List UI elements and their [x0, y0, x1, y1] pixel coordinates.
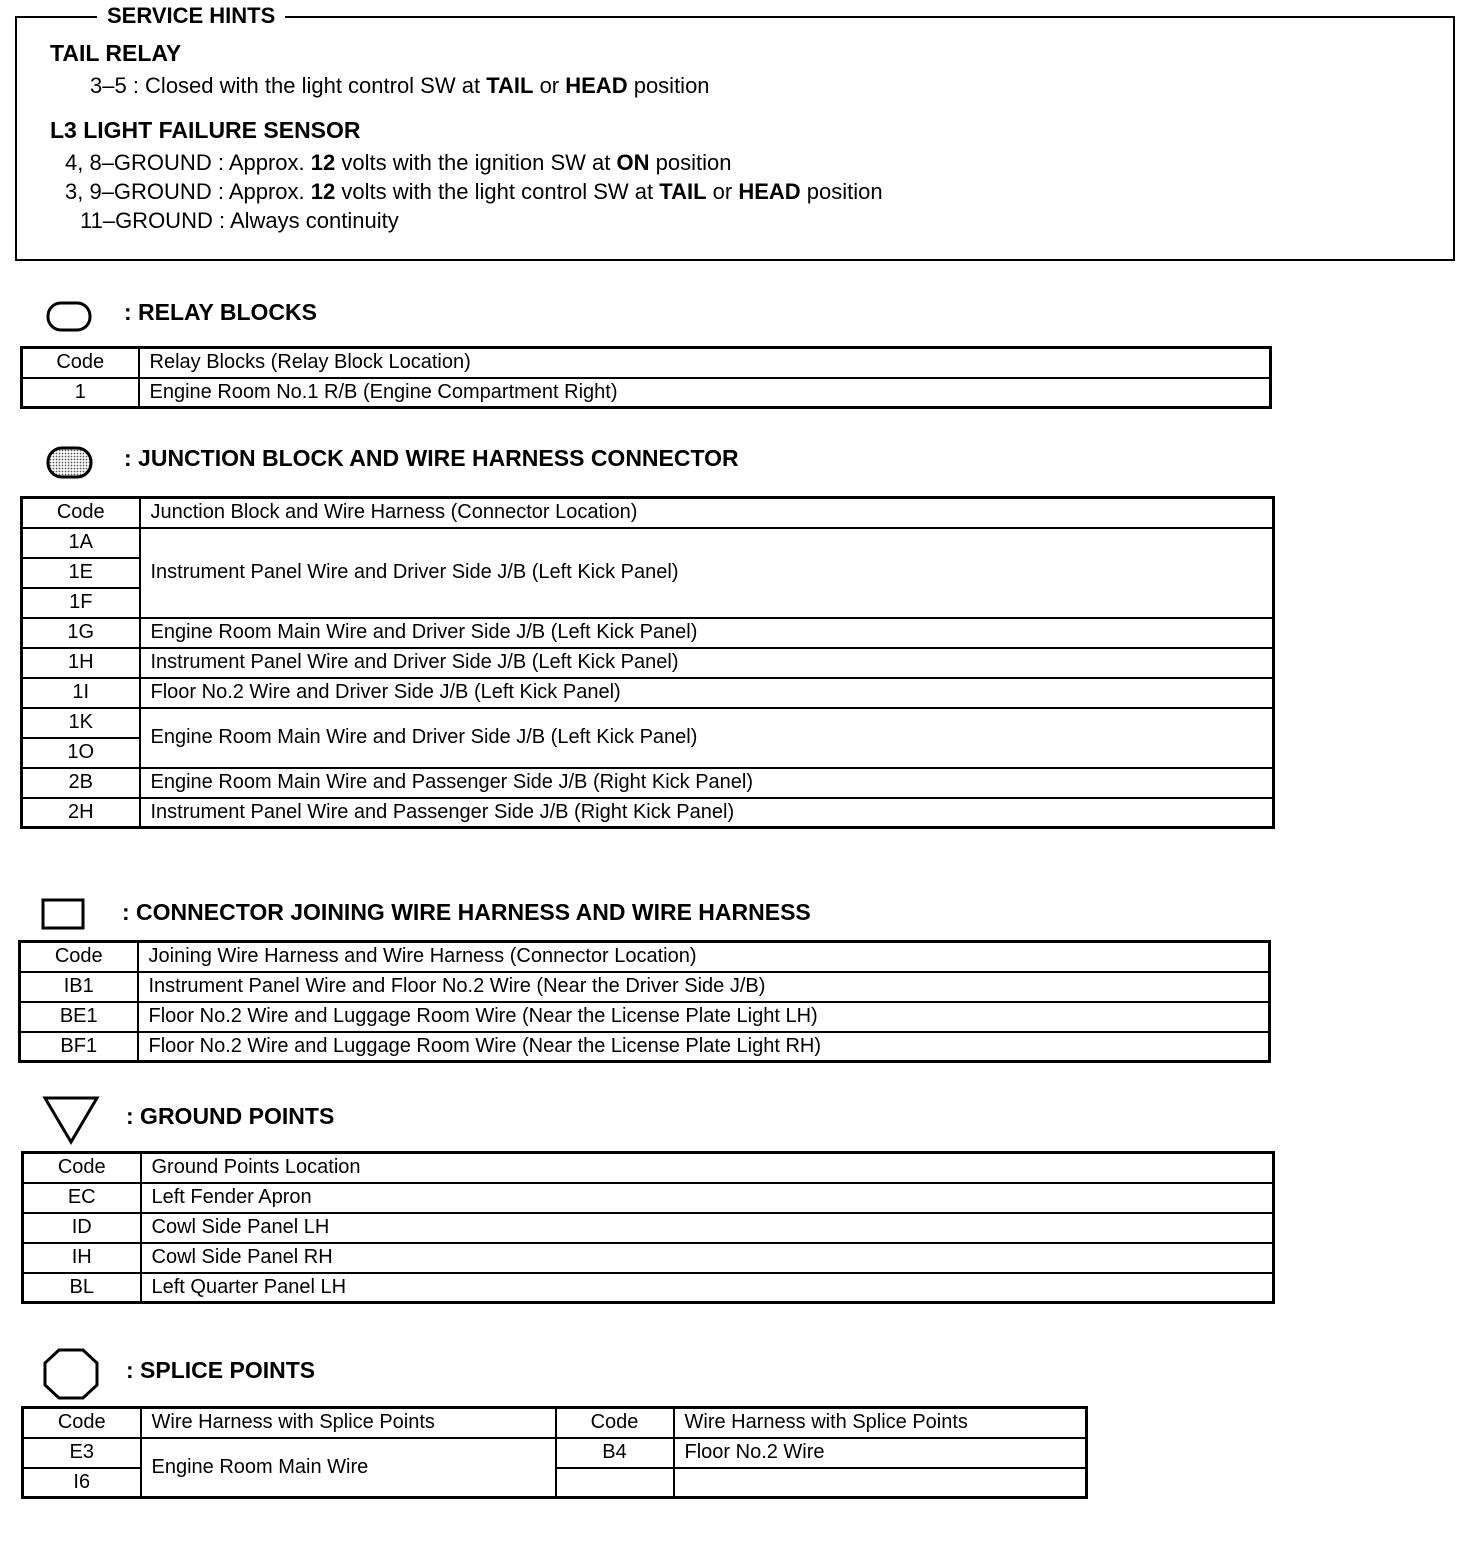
desc-cell: Floor No.2 Wire and Luggage Room Wire (Near the License Plate Light LH)	[138, 1002, 1270, 1032]
sensor-hint-1	[65, 150, 731, 176]
desc-cell: Cowl Side Panel LH	[141, 1213, 1274, 1243]
code-cell: B4	[556, 1438, 674, 1468]
desc-cell: Instrument Panel Wire and Driver Side J/B (Left Kick Panel)	[140, 648, 1274, 678]
desc-cell: Engine Room Main Wire and Driver Side J/B (Left Kick Panel)	[140, 708, 1274, 768]
square-icon	[41, 898, 87, 932]
hint-text: position	[800, 179, 883, 204]
relay-blocks-title: : RELAY BLOCKS	[124, 299, 317, 325]
splice-points-title: : SPLICE POINTS	[126, 1357, 316, 1383]
sensor-heading: L3 LIGHT FAILURE SENSOR	[50, 117, 361, 143]
code-cell: 1F	[22, 588, 140, 618]
desc-cell: Instrument Panel Wire and Passenger Side J/B (Right Kick Panel)	[140, 798, 1274, 828]
hint-bold: HEAD	[565, 73, 628, 98]
hint-text: volts with the light control SW at	[335, 179, 660, 204]
table-header-row	[22, 348, 1271, 378]
header-code: Code	[23, 1408, 141, 1438]
code-cell: 1H	[22, 648, 140, 678]
code-cell: 2H	[22, 798, 140, 828]
table-row	[22, 648, 1274, 678]
table-header-row	[23, 1408, 1087, 1438]
desc-cell: Left Quarter Panel LH	[141, 1273, 1274, 1303]
code-cell: 1I	[22, 678, 140, 708]
code-cell: EC	[23, 1183, 141, 1213]
desc-cell: Floor No.2 Wire and Luggage Room Wire (Near the License Plate Light RH)	[138, 1032, 1270, 1062]
code-cell: 1O	[22, 738, 140, 768]
desc-cell: Left Fender Apron	[141, 1183, 1274, 1213]
table-row	[23, 1438, 1087, 1468]
table-row	[22, 708, 1274, 738]
code-cell: E3	[23, 1438, 141, 1468]
table-row	[20, 972, 1270, 1002]
hint-bold: HEAD	[738, 179, 801, 204]
desc-cell: Engine Room No.1 R/B (Engine Compartment Right)	[139, 378, 1271, 408]
table-row	[23, 1183, 1274, 1213]
hint-bold: 12	[310, 150, 336, 175]
ground-points-title: : GROUND POINTS	[126, 1103, 335, 1129]
junction-blocks-table	[20, 496, 1275, 829]
header-code: Code	[23, 1153, 141, 1183]
hint-text: position	[649, 150, 732, 175]
hint-text: 3–5 : Closed with the light control SW at	[90, 73, 487, 98]
table-row	[22, 768, 1274, 798]
table-header-row	[20, 942, 1270, 972]
tail-relay-heading: TAIL RELAY	[50, 40, 182, 66]
octagon-icon	[42, 1347, 100, 1401]
desc-cell: Engine Room Main Wire and Passenger Side J/B (Right Kick Panel)	[140, 768, 1274, 798]
triangle-down-icon	[42, 1094, 100, 1146]
desc-cell: Cowl Side Panel RH	[141, 1243, 1274, 1273]
table-row	[23, 1273, 1274, 1303]
hint-bold: TAIL	[659, 179, 707, 204]
connectors-table	[18, 940, 1271, 1063]
header-desc: Wire Harness with Splice Points	[674, 1408, 1087, 1438]
code-cell: 1A	[22, 528, 140, 558]
desc-cell: Engine Room Main Wire	[141, 1438, 556, 1498]
code-cell: 1E	[22, 558, 140, 588]
hint-text: or	[706, 179, 739, 204]
code-cell: I6	[23, 1468, 141, 1498]
code-cell: 1K	[22, 708, 140, 738]
connectors-title: : CONNECTOR JOINING WIRE HARNESS AND WIRE HARNESS	[122, 899, 811, 925]
sensor-hint-3	[80, 208, 399, 234]
header-desc: Joining Wire Harness and Wire Harness (Connector Location)	[138, 942, 1270, 972]
relay-blocks-table	[20, 346, 1272, 409]
hint-text: volts with the ignition SW at	[335, 150, 617, 175]
desc-cell: Floor No.2 Wire	[674, 1438, 1087, 1468]
table-row	[22, 378, 1271, 408]
tail-relay-hint	[90, 73, 710, 99]
hint-text: 11–GROUND : Always continuity	[80, 208, 399, 233]
header-code: Code	[22, 348, 139, 378]
table-row	[23, 1213, 1274, 1243]
splice-points-table	[21, 1406, 1088, 1499]
ground-points-table	[21, 1151, 1275, 1304]
code-cell: BE1	[20, 1002, 138, 1032]
header-code: Code	[20, 942, 138, 972]
table-header-row	[23, 1153, 1274, 1183]
code-cell: 2B	[22, 768, 140, 798]
hint-bold: ON	[616, 150, 650, 175]
hint-text: position	[627, 73, 710, 98]
code-cell: IB1	[20, 972, 138, 1002]
desc-cell: Floor No.2 Wire and Driver Side J/B (Left Kick Panel)	[140, 678, 1274, 708]
table-row	[22, 528, 1274, 558]
service-hints-title: SERVICE HINTS	[97, 3, 285, 29]
table-row	[22, 618, 1274, 648]
header-desc: Wire Harness with Splice Points	[141, 1408, 556, 1438]
header-desc: Ground Points Location	[141, 1153, 1274, 1183]
hint-text: 3, 9–GROUND : Approx.	[65, 179, 311, 204]
header-desc: Relay Blocks (Relay Block Location)	[139, 348, 1271, 378]
rounded-rect-icon	[46, 301, 92, 333]
table-header-row	[22, 498, 1274, 528]
table-row	[22, 678, 1274, 708]
code-cell: 1	[22, 378, 139, 408]
header-code: Code	[22, 498, 140, 528]
code-cell	[556, 1468, 674, 1498]
code-cell: ID	[23, 1213, 141, 1243]
desc-cell: Engine Room Main Wire and Driver Side J/B (Left Kick Panel)	[140, 618, 1274, 648]
code-cell: IH	[23, 1243, 141, 1273]
header-desc: Junction Block and Wire Harness (Connector Location)	[140, 498, 1274, 528]
hint-text: 4, 8–GROUND : Approx.	[65, 150, 311, 175]
table-row	[23, 1243, 1274, 1273]
shaded-rounded-rect-icon	[46, 446, 94, 480]
header-code: Code	[556, 1408, 674, 1438]
hint-bold: TAIL	[486, 73, 534, 98]
hint-text: or	[533, 73, 566, 98]
code-cell: BF1	[20, 1032, 138, 1062]
table-row	[20, 1032, 1270, 1062]
desc-cell	[674, 1468, 1087, 1498]
code-cell: BL	[23, 1273, 141, 1303]
desc-cell: Instrument Panel Wire and Driver Side J/B (Left Kick Panel)	[140, 528, 1274, 618]
code-cell: 1G	[22, 618, 140, 648]
desc-cell: Instrument Panel Wire and Floor No.2 Wire (Near the Driver Side J/B)	[138, 972, 1270, 1002]
junction-blocks-title: : JUNCTION BLOCK AND WIRE HARNESS CONNECTOR	[124, 445, 739, 471]
table-row	[22, 798, 1274, 828]
hint-bold: 12	[310, 179, 336, 204]
sensor-hint-2	[65, 179, 883, 205]
table-row	[20, 1002, 1270, 1032]
